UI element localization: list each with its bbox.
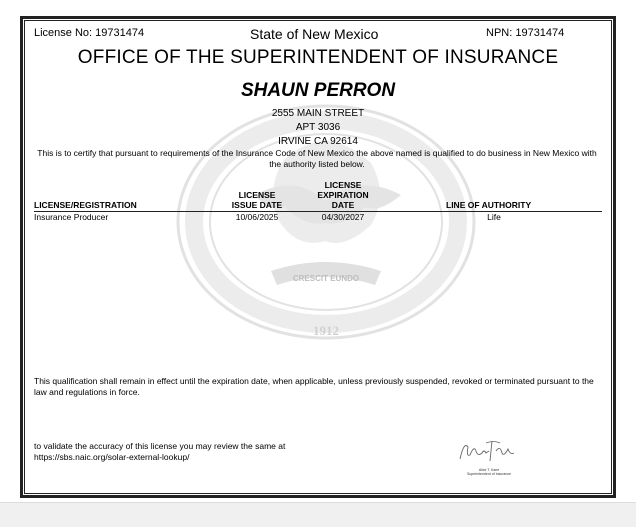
header-issue-date: LICENSE ISSUE DATE (231, 190, 283, 210)
seal-motto: CRESCIT EUNDO (292, 274, 360, 283)
qualification-text: This qualification shall remain in effect until the expiration date, when applicable, unless previously suspended, revoked or terminated pursuant to the law and regulations in force. (34, 376, 594, 397)
viewer-bottom-strip (0, 502, 636, 527)
certification-text: This is to certify that pursuant to requirements of the Insurance Code of New Mexico the above named is qualified to do business in New Mexico with the authority listed below. (37, 148, 597, 169)
state-name: State of New Mexico (250, 26, 379, 42)
header-license-registration: LICENSE/REGISTRATION (34, 200, 137, 210)
npn-number: NPN: 19731474 (486, 27, 565, 39)
superintendent-signature (456, 437, 518, 465)
validation-note (34, 441, 285, 463)
row-issue-date: 10/06/2025 (235, 212, 279, 222)
row-license-registration: Insurance Producer (34, 212, 109, 222)
header-expiration-date: LICENSE EXPIRATION DATE (317, 180, 369, 210)
row-line-of-authority: Life (487, 212, 501, 222)
address-line-2: APT 3036 (295, 122, 341, 133)
signatory-title: Superintendent of Insurance (467, 472, 511, 476)
address-line-1: 2555 MAIN STREET (271, 108, 365, 119)
signature-caption (462, 468, 516, 476)
signatory-name: Alice T. Kane (478, 468, 500, 472)
seal-year: 1912 (313, 323, 339, 338)
validation-line-1: to validate the accuracy of this license you may review the same at (34, 441, 286, 451)
address-line-3: IRVINE CA 92614 (278, 136, 358, 147)
licensee-name: SHAUN PERRON (240, 80, 396, 101)
validation-url: https://sbs.naic.org/solar-external-lookup/ (34, 452, 190, 462)
license-number: License No: 19731474 (34, 27, 145, 39)
row-expiration-date: 04/30/2027 (321, 212, 365, 222)
office-title: OFFICE OF THE SUPERINTENDENT OF INSURANCE (77, 47, 559, 68)
header-line-of-authority: LINE OF AUTHORITY (446, 200, 532, 210)
